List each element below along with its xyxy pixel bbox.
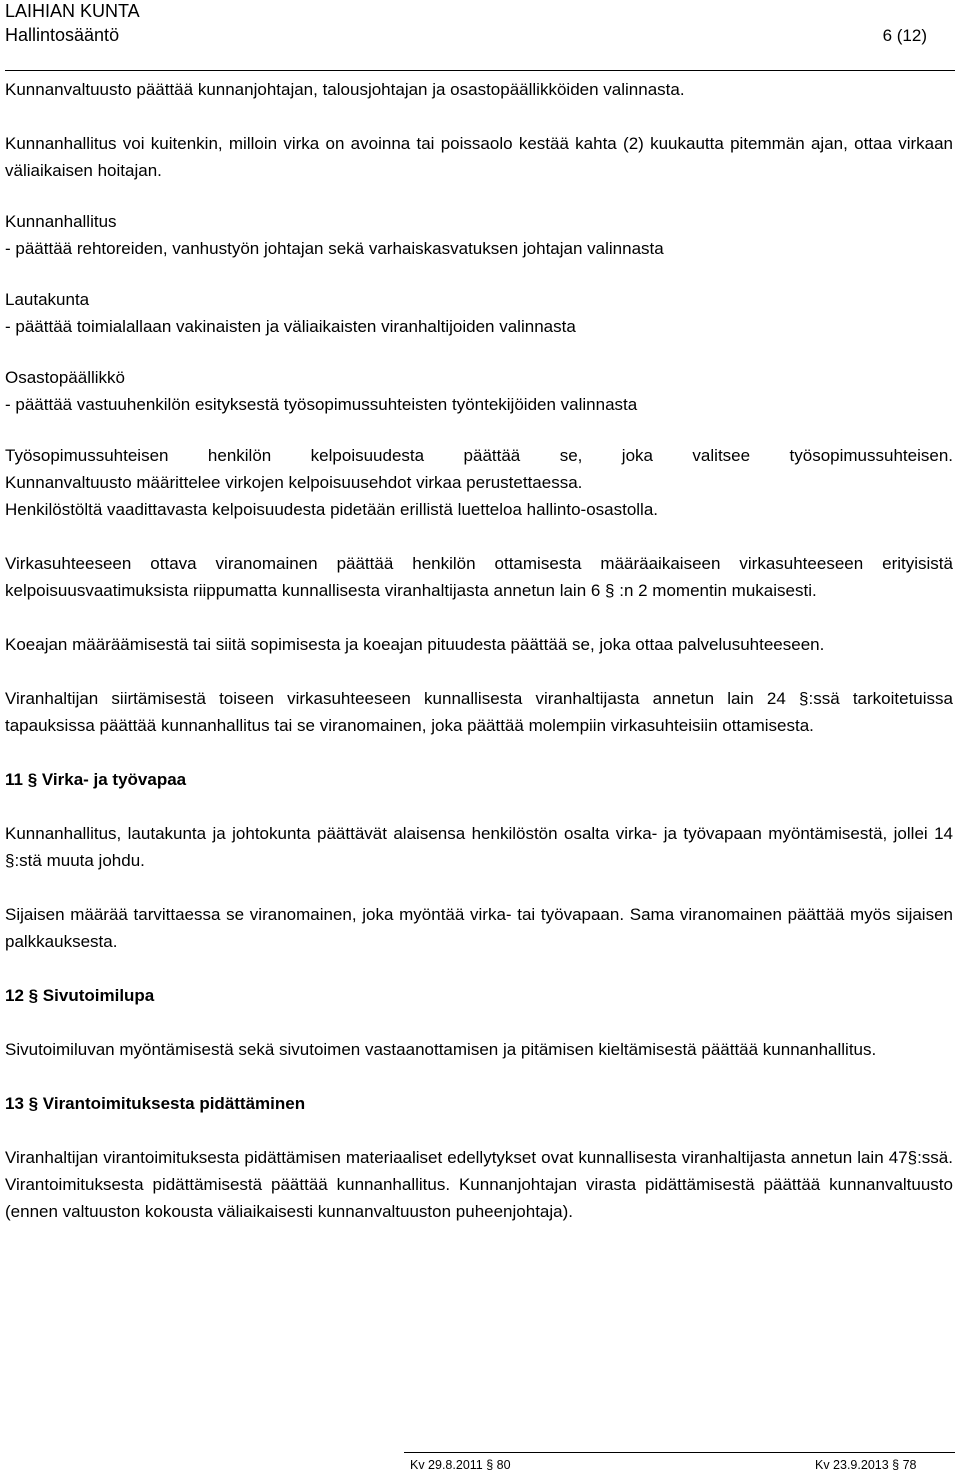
- page-header: [5, 0, 955, 72]
- header-divider: [5, 70, 955, 71]
- section-12-paragraph-1: Sivutoimiluvan myöntämisestä sekä sivutoimen vastaanottamisen ja pitämisen kieltämisestä päättää kunnanhallitus.: [5, 1040, 877, 1059]
- kunnanhallitus-item: - päättää rehtoreiden, vanhustyön johtajan sekä varhaiskasvatuksen johtajan valinnasta: [5, 239, 664, 258]
- paragraph-tyosopimus-line-1: Työsopimussuhteisen henkilön kelpoisuudesta päättää se, joka valitsee työsopimussuhteisen.: [5, 446, 953, 465]
- lautakunta-title: Lautakunta: [5, 290, 90, 309]
- page-footer: [0, 1456, 960, 1475]
- paragraph-koeaika: Koeajan määräämisestä tai siitä sopimisesta ja koeajan pituudesta päättää se, joka ottaa palvelusuhteeseen.: [5, 635, 825, 654]
- section-11-heading: 11 § Virka- ja työvapaa: [5, 770, 187, 789]
- footer-reference-2011: Kv 29.8.2011 § 80: [410, 1458, 511, 1472]
- lautakunta-item: - päättää toimialallaan vakinaisten ja väliaikaisten viranhaltijoiden valinnasta: [5, 317, 576, 336]
- organization-name: LAIHIAN KUNTA: [5, 1, 140, 21]
- paragraph-tyosopimus-line-2: Kunnanvaltuusto määrittelee virkojen kelpoisuusehdot virkaa perustettaessa.: [5, 473, 583, 492]
- paragraph-maaraaikainen: Virkasuhteeseen ottava viranomainen päättää henkilön ottamisesta määräaikaiseen virkasuhteeseen erityisistä kelpoisuusvaatimuksista riippumatta kunnallisesta viranhaltijasta annetun lain 6 § :n 2 momentin mukaisesti.: [5, 554, 953, 600]
- footer-divider: [404, 1452, 955, 1453]
- section-13-heading: 13 § Virantoimituksesta pidättäminen: [5, 1094, 306, 1113]
- section-11-paragraph-1: Kunnanhallitus, lautakunta ja johtokunta päättävät alaisensa henkilöstön osalta virka- ja työvapaan myöntämisestä, jollei 14 §:stä muuta johdu.: [5, 824, 953, 870]
- osastopaallikko-item: - päättää vastuuhenkilön esityksestä työsopimussuhteisten työntekijöiden valinnasta: [5, 395, 638, 414]
- footer-reference-2013: Kv 23.9.2013 § 78: [815, 1458, 917, 1472]
- document-title: Hallintosääntö: [5, 25, 120, 45]
- page-number: 6 (12): [882, 26, 927, 45]
- document-body: [5, 72, 953, 1225]
- paragraph-siirtaminen: Viranhaltijan siirtämisestä toiseen virkasuhteeseen kunnallisesta viranhaltijasta annetun lain 24 §:ssä tarkoitetuissa tapauksissa päättää kunnanhallitus tai se viranomainen, joka päättää molempiin virkasuhteisiin ottamisesta.: [5, 689, 953, 735]
- osastopaallikko-title: Osastopäällikkö: [5, 368, 126, 387]
- kunnanhallitus-title: Kunnanhallitus: [5, 212, 117, 231]
- paragraph-tyosopimus-line-3: Henkilöstöltä vaadittavasta kelpoisuudesta pidetään erillistä luetteloa hallinto-osastolla.: [5, 500, 659, 519]
- section-12-heading: 12 § Sivutoimilupa: [5, 986, 155, 1005]
- paragraph-valtuusto-valinta: Kunnanvaltuusto päättää kunnanjohtajan, talousjohtajan ja osastopäällikköiden valinnasta.: [5, 80, 685, 99]
- section-13-paragraph-1: Viranhaltijan virantoimituksesta pidättämisen materiaaliset edellytykset ovat kunnallisesta viranhaltijasta annetun lain 47§:ssä. Virantoimituksesta pidättämisestä päättää kunnanhallitus. Kunnanjohtajan virasta pidättämisestä päättää kunnanvaltuusto (ennen valtuuston kokousta väliaikaisesti kunnanvaltuuston puheenjohtaja).: [5, 1148, 953, 1221]
- section-11-paragraph-2: Sijaisen määrää tarvittaessa se viranomainen, joka myöntää virka- tai työvapaan. Sama viranomainen päättää myös sijaisen palkkauksesta.: [5, 905, 953, 951]
- paragraph-valiaikainen-hoitaja: Kunnanhallitus voi kuitenkin, milloin virka on avoinna tai poissaolo kestää kahta (2) kuukautta pitemmän ajan, ottaa virkaan väliaikaisen hoitajan.: [5, 134, 953, 180]
